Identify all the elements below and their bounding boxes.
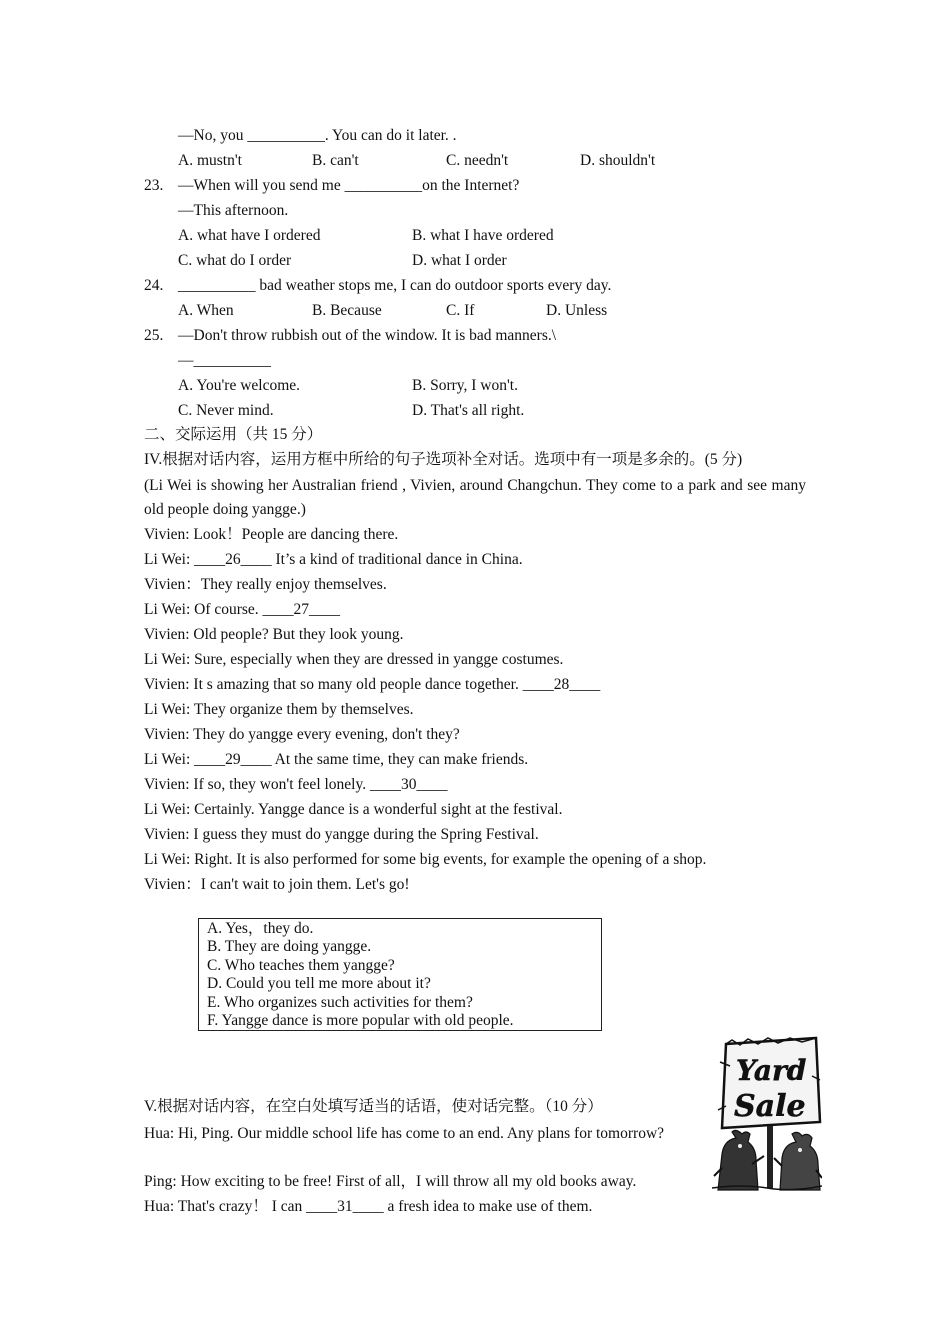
part5-line: Ping: How exciting to be free! First of all，I will throw all my old books away. bbox=[144, 1173, 637, 1190]
section-title: 二、交际运用（共 15 分） bbox=[144, 426, 323, 443]
yard-sale-sign-illustration bbox=[712, 1036, 822, 1192]
q25-option-c: C. Never mind. bbox=[178, 402, 274, 419]
options-box bbox=[198, 918, 602, 1031]
dialogue-line: Vivien：I can't wait to join them. Let's go! bbox=[144, 876, 410, 893]
dialogue-line: Vivien: Look！People are dancing there. bbox=[144, 526, 399, 543]
q24-option-a: A. When bbox=[178, 302, 234, 319]
box-option-f: F. Yangge dance is more popular with old people. bbox=[207, 1012, 514, 1029]
dialogue-line: Vivien: If so, they won't feel lonely. ____30____ bbox=[144, 776, 448, 793]
q23-option-a: A. what have I ordered bbox=[178, 227, 321, 244]
part4-title: IV.根据对话内容，运用方框中所给的句子选项补全对话。选项中有一项是多余的。(5 分) bbox=[144, 451, 743, 468]
dialogue-line: Li Wei: They organize them by themselves. bbox=[144, 701, 414, 718]
q23-option-b: B. what I have ordered bbox=[412, 227, 554, 244]
q24-number: 24. bbox=[144, 277, 164, 294]
dialogue-line: Li Wei: Certainly. Yangge dance is a wonderful sight at the festival. bbox=[144, 801, 563, 818]
part5-line: Hua: Hi, Ping. Our middle school life has come to an end. Any plans for tomorrow? bbox=[144, 1125, 665, 1142]
dialogue-line: Vivien：They really enjoy themselves. bbox=[144, 576, 387, 593]
q25-option-b: B. Sorry, I won't. bbox=[412, 377, 518, 394]
dialogue-line: Vivien: It s amazing that so many old people dance together. ____28____ bbox=[144, 676, 601, 693]
q22-option-b: B. can't bbox=[312, 152, 359, 169]
box-option-c: C. Who teaches them yangge? bbox=[207, 957, 395, 974]
box-option-b: B. They are doing yangge. bbox=[207, 938, 372, 955]
part5-title: V.根据对话内容，在空白处填写适当的话语，使对话完整。（10 分） bbox=[144, 1098, 603, 1115]
dialogue-line: Li Wei: Of course. ____27____ bbox=[144, 601, 341, 618]
q25-number: 25. bbox=[144, 327, 164, 344]
q24-question: __________ bad weather stops me, I can do outdoor sports every day. bbox=[178, 277, 612, 294]
q22-option-d: D. shouldn't bbox=[580, 152, 656, 169]
q24-option-b: B. Because bbox=[312, 302, 382, 319]
dialogue-line: Li Wei: ____26____ It’s a kind of traditional dance in China. bbox=[144, 551, 523, 568]
part5-line: Hua: That's crazy！ I can ____31____ a fresh idea to make use of them. bbox=[144, 1198, 593, 1215]
q23-option-d: D. what I order bbox=[412, 252, 507, 269]
q23-reply: —This afternoon. bbox=[178, 202, 289, 219]
q24-option-c: C. If bbox=[446, 302, 475, 319]
q25-option-a: A. You're welcome. bbox=[178, 377, 301, 394]
q22-option-c: C. needn't bbox=[446, 152, 509, 169]
q23-number: 23. bbox=[144, 177, 164, 194]
q22-option-a: A. mustn't bbox=[178, 152, 242, 169]
q25-question: —Don't throw rubbish out of the window. It is bad manners.\ bbox=[178, 327, 557, 344]
q23-option-c: C. what do I order bbox=[178, 252, 292, 269]
q24-option-d: D. Unless bbox=[546, 302, 608, 319]
dialogue-line: Vivien: I guess they must do yangge during the Spring Festival. bbox=[144, 826, 539, 843]
q25-option-d: D. That's all right. bbox=[412, 402, 525, 419]
box-option-e: E. Who organizes such activities for them? bbox=[207, 994, 473, 1011]
dialogue-intro: (Li Wei is showing her Australian friend , Vivien, around Changchun. They come to a park and see many old people doing yanggе.) bbox=[144, 477, 806, 518]
q23-question: —When will you send me __________on the Internet? bbox=[178, 177, 520, 194]
sign-word-yard: Yard bbox=[736, 1054, 807, 1087]
dialogue-line: Li Wei: Sure, especially when they are dressed in yangge costumes. bbox=[144, 651, 564, 668]
box-option-a: A. Yes，they do. bbox=[207, 920, 314, 937]
q22-answer-line: —No, you __________. You can do it later. . bbox=[178, 127, 457, 144]
sign-word-sale: Sale bbox=[734, 1089, 806, 1124]
dialogue-line: Vivien: They do yangge every evening, don't they? bbox=[144, 726, 460, 743]
dialogue-line: Li Wei: ____29____ At the same time, they can make friends. bbox=[144, 751, 529, 768]
q25-reply: —__________ bbox=[178, 352, 271, 369]
box-option-d: D. Could you tell me more about it? bbox=[207, 975, 431, 992]
dialogue-line: Vivien: Old people? But they look young. bbox=[144, 626, 404, 643]
dialogue-line: Li Wei: Right. It is also performed for some big events, for example the opening of a shop. bbox=[144, 851, 707, 868]
